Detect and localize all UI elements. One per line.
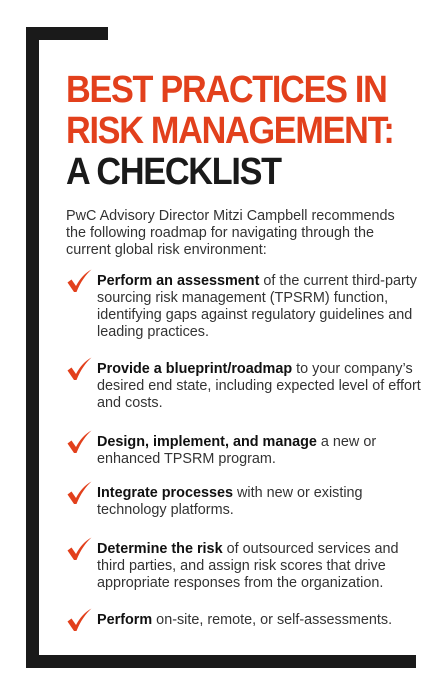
- checklist-item-text: to your company’s desired end state, including expected level of effort and costs.: [97, 361, 421, 411]
- intro-paragraph: PwC Advisory Director Mitzi Campbell recommends the following roadmap for navigating through the current global risk environment:: [66, 208, 395, 258]
- checkmark-icon: [66, 537, 93, 561]
- checklist-item: [66, 612, 426, 629]
- checkmark-icon: [66, 357, 93, 381]
- checklist-item-text: on-site, remote, or self-assessments.: [152, 612, 393, 628]
- checkmark-icon: [66, 608, 93, 632]
- frame-top-bar: [26, 27, 108, 40]
- checklist: [66, 273, 426, 629]
- checklist-item-text: of the current third-party sourcing risk management (TPSRM) function, identifying gaps against regulatory guidelines and leading practices.: [97, 273, 417, 340]
- frame-left-bar: [26, 27, 39, 668]
- title-line-3: A CHECKLIST: [66, 151, 281, 193]
- frame-bottom-bar: [26, 655, 416, 668]
- checklist-item-bold: Determine the risk: [97, 541, 223, 557]
- checkmark-icon: [66, 430, 93, 454]
- checklist-item-text: of outsourced services and third parties, and assign risk scores that drive appropriate responses from the organization.: [97, 541, 399, 591]
- page-title: [66, 69, 394, 193]
- checklist-item: [66, 434, 426, 468]
- checklist-item-text: with new or existing technology platforms.: [97, 485, 363, 518]
- checklist-item-bold: Design, implement, and manage: [97, 434, 317, 450]
- checklist-item: [66, 361, 426, 412]
- title-line-1: BEST PRACTICES IN: [66, 69, 387, 111]
- checklist-item-bold: Integrate processes: [97, 485, 233, 501]
- checkmark-icon: [66, 269, 93, 293]
- checklist-item: [66, 541, 426, 592]
- title-line-2: RISK MANAGEMENT:: [66, 110, 394, 152]
- checklist-item-bold: Perform an assessment: [97, 273, 260, 289]
- checklist-item-bold: Perform: [97, 612, 153, 628]
- checklist-item: [66, 485, 426, 519]
- checkmark-icon: [66, 481, 93, 505]
- checklist-item: [66, 273, 426, 341]
- checklist-item-text: a new or enhanced TPSRM program.: [97, 434, 377, 467]
- checklist-item-bold: Provide a blueprint/roadmap: [97, 361, 293, 377]
